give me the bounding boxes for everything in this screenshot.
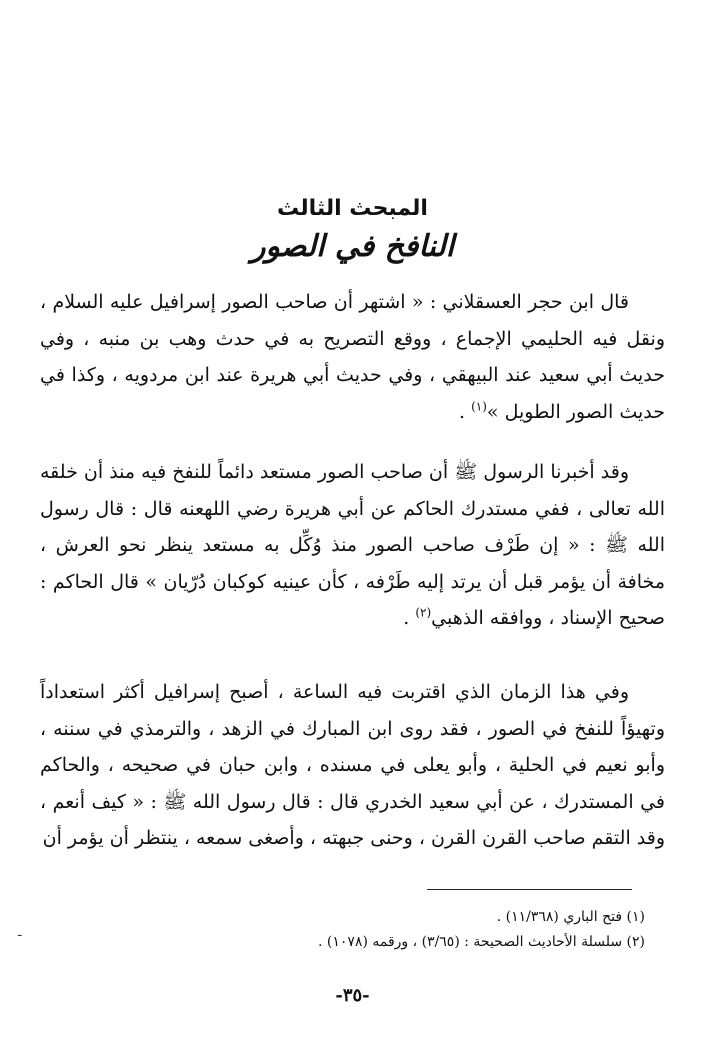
footnotes [260,905,645,955]
paragraph-text: وقد أخبرنا الرسول ﷺ أن صاحب الصور مستعد دائماً للنفخ فيه منذ أن خلقه الله تعالى ، ففي مستدرك الحاكم عن أبي هريرة رضي اللهعنه قال : قال رسول الله ﷺ : « إن طَرْف صاحب الصور منذ وُكِّل به مستعد ينظر نحو العرش ، مخافة أن يؤمر قبل أن يرتد إليه طَرْفه ، كأن عينيه كوكبان دُرّيان » قال الحاكم : صحيح الإسناد ، ووافقه الذهبي [40,461,665,629]
paragraph-end: . [458,400,472,423]
section-number: المبحث الثالث [277,196,428,221]
paragraph-2 [40,454,665,637]
footnote-1: (١) فتح الباري (١١/٣٦٨) . [496,909,645,925]
paragraph-text: وفي هذا الزمان الذي اقتربت فيه الساعة ، أصبح إسرافيل أكثر استعداداً وتهيؤاً للنفخ في الصور ، فقد روى ابن المبارك في الزهد ، والترمذي في سننه ، وأبو نعيم في الحلية ، وأبو يعلى في مسنده ، وابن حبان في صحيحه ، والحاكم في المستدرك ، عن أبي سعيد الخدري قال : قال رسول الله ﷺ : « كيف أنعم ، وقد التقم صاحب القرن القرن ، وحنى جبهته ، وأصغى سمعه ، ينتظر أن يؤمر أن [40,681,665,849]
footnote-2: (٢) سلسلة الأحاديث الصحيحة : (٣/٦٥) ، ورقمه (١٠٧٨) . [317,934,645,950]
footnote-ref[interactable]: (١) [471,399,487,414]
margin-mark: ـ [18,925,22,939]
paragraph-1 [40,284,665,430]
footnote-divider [427,889,632,890]
paragraph-text: قال ابن حجر العسقلاني : « اشتهر أن صاحب الصور إسرافيل عليه السلام ، ونقل فيه الحليمي الإجماع ، ووقع التصريح به في حدث وهب بن منبه ، وفي حديث أبي سعيد عند البيهقي ، وفي حديث أبي هريرة عند ابن مردويه ، وكذا في حديث الصور الطويل » [40,291,665,423]
footnote-ref[interactable]: (٢) [415,605,432,620]
paragraph-3 [40,674,665,857]
section-title: النافخ في الصور [250,229,455,264]
page-number: -٣٥- [335,985,370,1006]
section-heading [0,192,705,268]
paragraph-end: . [403,607,416,629]
